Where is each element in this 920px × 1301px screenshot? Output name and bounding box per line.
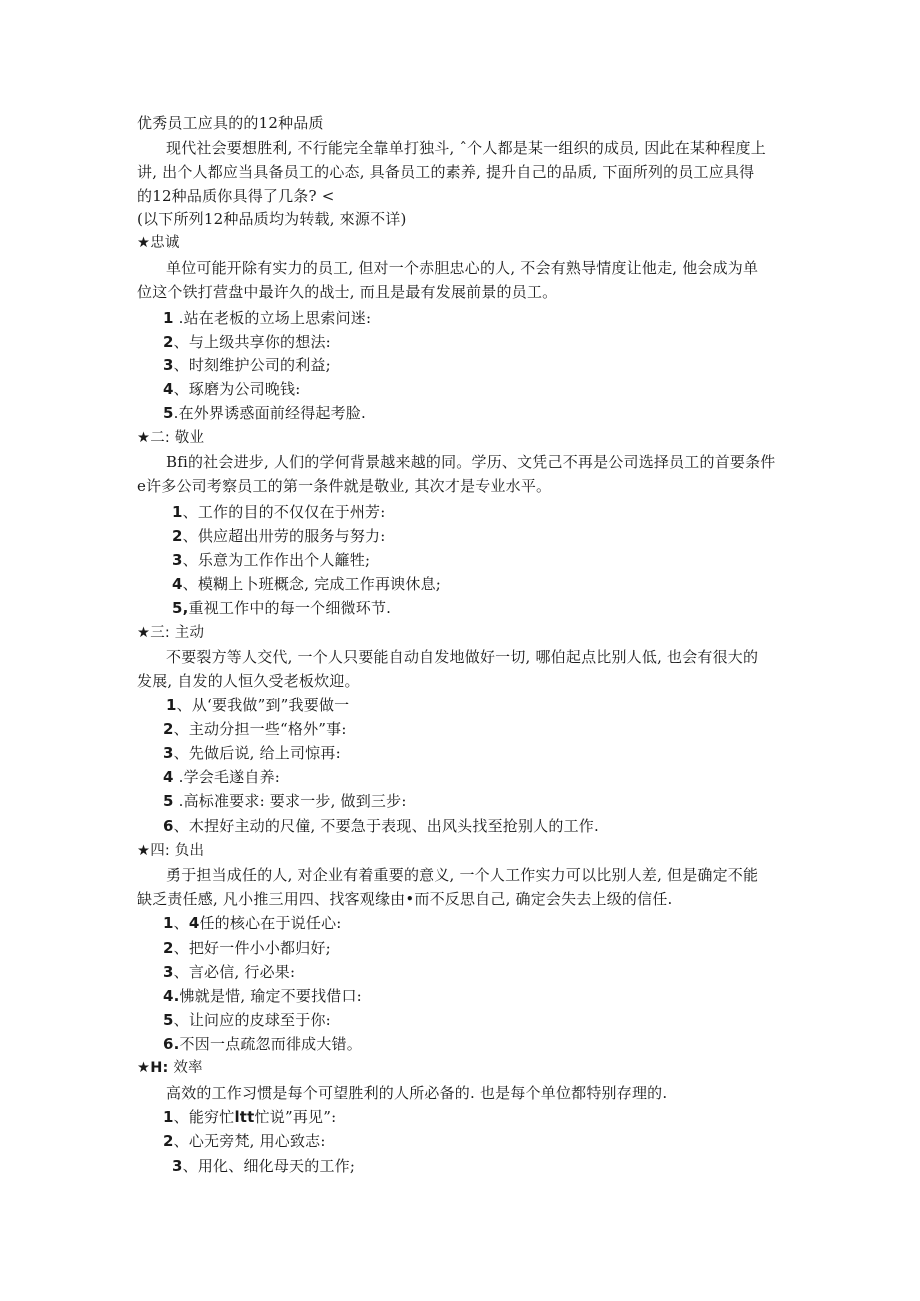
section-heading: ★忠诚 <box>137 235 180 251</box>
list-item: 1、4任的核心在于说任心: <box>163 914 342 932</box>
star-icon: ★ <box>137 625 151 641</box>
list-item: 5,重视工作中的每一个细微环节. <box>172 599 392 617</box>
star-icon: ★ <box>137 1060 151 1076</box>
list-item: 4.怫就是惜, 瑜定不要找借口: <box>163 987 362 1005</box>
section-heading: ★H: 效率 <box>137 1060 203 1076</box>
star-icon: ★ <box>137 235 151 251</box>
list-item: 2、主动分担一些“格外”事: <box>163 720 347 738</box>
list-item: 4、琢磨为公司晚钱: <box>163 380 301 398</box>
list-item: 3、时刻维护公司的利益; <box>163 356 331 374</box>
section-paragraph-line: 高效的工作习惯是每个可望胜利的人所必备的. 也是每个单位都特别存理的. <box>166 1084 668 1102</box>
list-item: 3、言必信, 行必果: <box>163 963 296 981</box>
list-item: 3、用化、细化母天的工作; <box>172 1157 356 1175</box>
list-item: 1、工作的目的不仅仅在于州芳: <box>172 503 386 521</box>
section-paragraph-line: 单位可能开除有实力的员工, 但对一个赤胆忠心的人, 不会有熟导情度让他走, 他会成为单 <box>166 259 759 277</box>
section-paragraph-line: 缺乏责任感, 凡小推三用四、找客观缘由•而不反思自己, 确定会失去上级的信任. <box>137 890 673 908</box>
star-icon: ★ <box>137 430 151 446</box>
list-item: 2、心无旁梵, 用心致志: <box>163 1132 326 1150</box>
intro-paragraph-line: 现代社会要想胜利, 不行能完全靠单打独斗, ˆ个人都是某一组织的成员, 因此在某种程度上 <box>166 139 766 157</box>
list-item: 1、从‘要我做”到”我要做一 <box>166 696 350 714</box>
list-item: 2、与上级共享你的想法: <box>163 333 331 351</box>
section-paragraph-line: 位这个铁打营盘中最许久的战士, 而且是最有发展前景的员工。 <box>137 283 558 301</box>
list-item: 2、供应超出卅劳的服务与努力: <box>172 527 386 545</box>
section-paragraph-line: Bfi的社会进步, 人们的学何背景越来越的同。学历、文凭己不再是公司选择员工的首要条件 <box>166 453 776 471</box>
source-note: (以下所列12种品质均为转载, 來源不详) <box>137 210 407 228</box>
section-heading: ★二: 敬业 <box>137 430 205 446</box>
section-paragraph-line: 不要裂方等人交代, 一个人只要能自动自发地做好一切, 哪伯起点比别人低, 也会有很大的 <box>166 648 759 666</box>
list-item: 4、模糊上卜班概念, 完成工作再谀休息; <box>172 575 442 593</box>
section-heading: ★四: 负出 <box>137 843 205 859</box>
list-item: 5.在外界诱惑面前经得起考脸. <box>163 404 366 422</box>
list-item: 2、把好一件小小都归好; <box>163 939 331 957</box>
list-item: 5 .高标准要求: 要求一步, 做到三步: <box>163 792 407 810</box>
section-paragraph-line: 勇于担当成任的人, 对企业有着重要的意义, 一个人工作实力可以比别人差, 但是确定不能 <box>166 866 759 884</box>
section-heading: ★三: 主动 <box>137 625 205 641</box>
star-icon: ★ <box>137 843 151 859</box>
list-item: 4 .学会毛遂自养: <box>163 768 281 786</box>
section-paragraph-line: 发展, 自发的人恒久受老板炊迎。 <box>137 672 360 690</box>
list-item: 1、能穷忙ltt忙说”再见”: <box>163 1108 337 1126</box>
document-title: 优秀员工应具的的12种品质 <box>137 114 324 132</box>
list-item: 6、木捏好主动的尺僮, 不要急于表现、出风头找至抢别人的工作. <box>163 817 599 835</box>
list-item: 3、先做后说, 给上司惊再: <box>163 744 341 762</box>
list-item: 5、让问应的皮球至于你: <box>163 1011 331 1029</box>
intro-paragraph-line: 的12种品质你具得了几条? < <box>137 187 335 205</box>
list-item: 1 .站在老板的立场上思索问迷: <box>163 309 372 327</box>
list-item: 3、乐意为工作作出个人籬牲; <box>172 551 371 569</box>
intro-paragraph-line: 讲, 出个人都应当具备员工的心态, 具备员工的素养, 提升自己的品质, 下面所列的员工应具得 <box>137 163 755 181</box>
list-item: 6.不因一点疏忽而徘成大错。 <box>163 1035 362 1053</box>
section-paragraph-line: e许多公司考察员工的第一条件就是敬业, 其次才是专业水平。 <box>137 477 552 495</box>
